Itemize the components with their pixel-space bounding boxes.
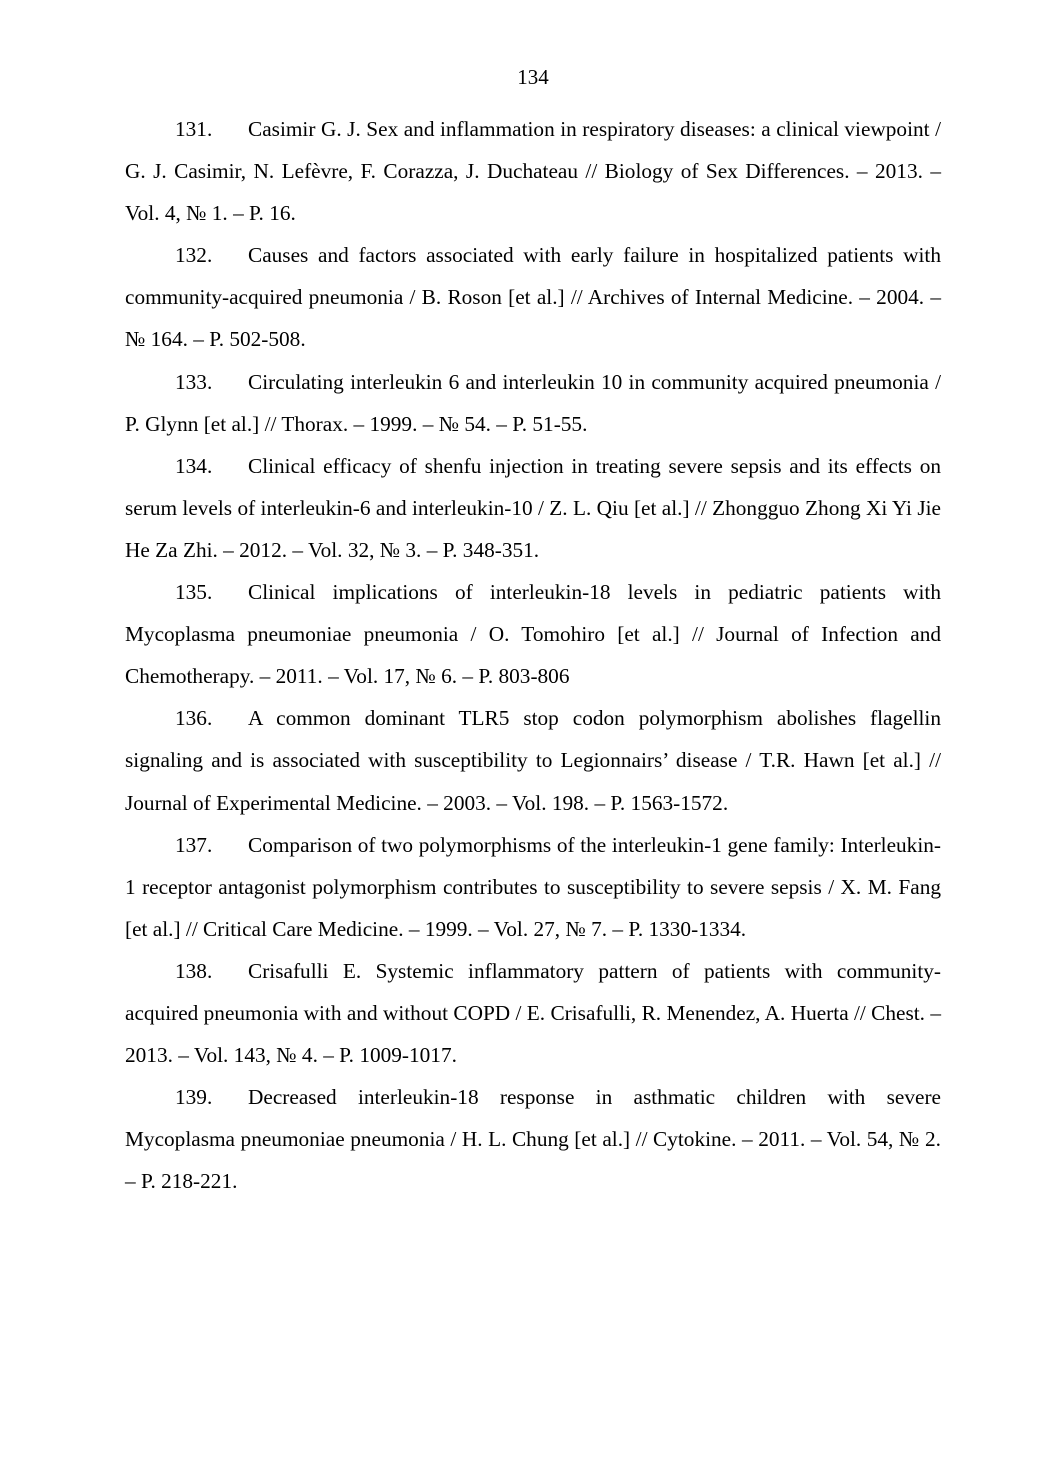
reference-text: Comparison of two polymorphisms of the interleukin-1 gene family: Interleukin-1 receptor antagonist polymorphism contributes to susceptibility to severe sepsis / X. M. Fang [et al.] // Critical Care Medicine. – 1999. – Vol. 27, № 7. – P. 1330-1334.	[125, 832, 941, 941]
reference-number: 131.	[175, 117, 213, 141]
reference-item	[125, 697, 941, 823]
reference-item	[125, 824, 941, 950]
reference-text: Casimir G. J. Sex and inflammation in respiratory diseases: a clinical viewpoint / G. J. Casimir, N. Lefèvre, F. Corazza, J. Duchateau // Biology of Sex Differences. – 2013. – Vol. 4, № 1. – P. 16.	[125, 117, 941, 226]
reference-number: 138.	[175, 958, 213, 983]
page-number: 134	[517, 65, 549, 89]
reference-text: A common dominant TLR5 stop codon polymorphism abolishes flagellin signaling and is associated with susceptibility to Legionnairs’ disease / T.R. Hawn [et al.] // Journal of Experimental Medicine. – 2003. – Vol. 198. – P. 1563-1572.	[125, 706, 941, 815]
reference-text: Decreased interleukin-18 response in asthmatic children with severe Mycoplasma pneumoniae pneumonia / H. L. Chung [et al.] // Cytokine. – 2011. – Vol. 54, № 2. – P. 218-221.	[125, 1085, 941, 1194]
reference-number: 133.	[175, 369, 213, 394]
reference-item	[125, 1076, 941, 1202]
reference-text: Causes and factors associated with early failure in hospitalized patients with community-acquired pneumonia / B. Roson [et al.] // Archives of Internal Medicine. – 2004. – № 164. – P. 502-508.	[125, 243, 941, 352]
reference-item	[125, 361, 941, 445]
reference-item	[125, 571, 941, 697]
reference-text: Crisafulli E. Systemic inflammatory pattern of patients with community-acquired pneumonia with and without COPD / E. Crisafulli, R. Menendez, A. Huerta // Chest. – 2013. – Vol. 143, № 4. – P. 1009-1017.	[125, 958, 941, 1068]
reference-item	[125, 950, 941, 1076]
reference-number: 139.	[175, 1085, 213, 1110]
reference-number: 134.	[175, 453, 213, 478]
reference-text: Circulating interleukin 6 and interleukin 10 in community acquired pneumonia / P. Glynn [et al.] // Thorax. – 1999. – № 54. – P. 51-55.	[125, 369, 941, 436]
reference-text: Clinical implications of interleukin-18 levels in pediatric patients with Mycoplasma pneumoniae pneumonia / O. Tomohiro [et al.] // Journal of Infection and Chemotherapy. – 2011. – Vol. 17, № 6. – P. 803-806	[125, 580, 941, 689]
reference-number: 132.	[175, 243, 213, 268]
reference-item	[125, 108, 941, 234]
reference-number: 135.	[175, 580, 213, 605]
reference-number: 136.	[175, 706, 213, 731]
reference-item	[125, 234, 941, 360]
reference-text: Clinical efficacy of shenfu injection in treating severe sepsis and its effects on serum levels of interleukin-6 and interleukin-10 / Z. L. Qiu [et al.] // Zhongguo Zhong Xi Yi Jie He Za Zhi. – 2012. – Vol. 32, № 3. – P. 348-351.	[125, 453, 941, 562]
reference-number: 137.	[175, 832, 213, 857]
reference-item	[125, 445, 941, 571]
reference-list	[125, 108, 941, 1202]
